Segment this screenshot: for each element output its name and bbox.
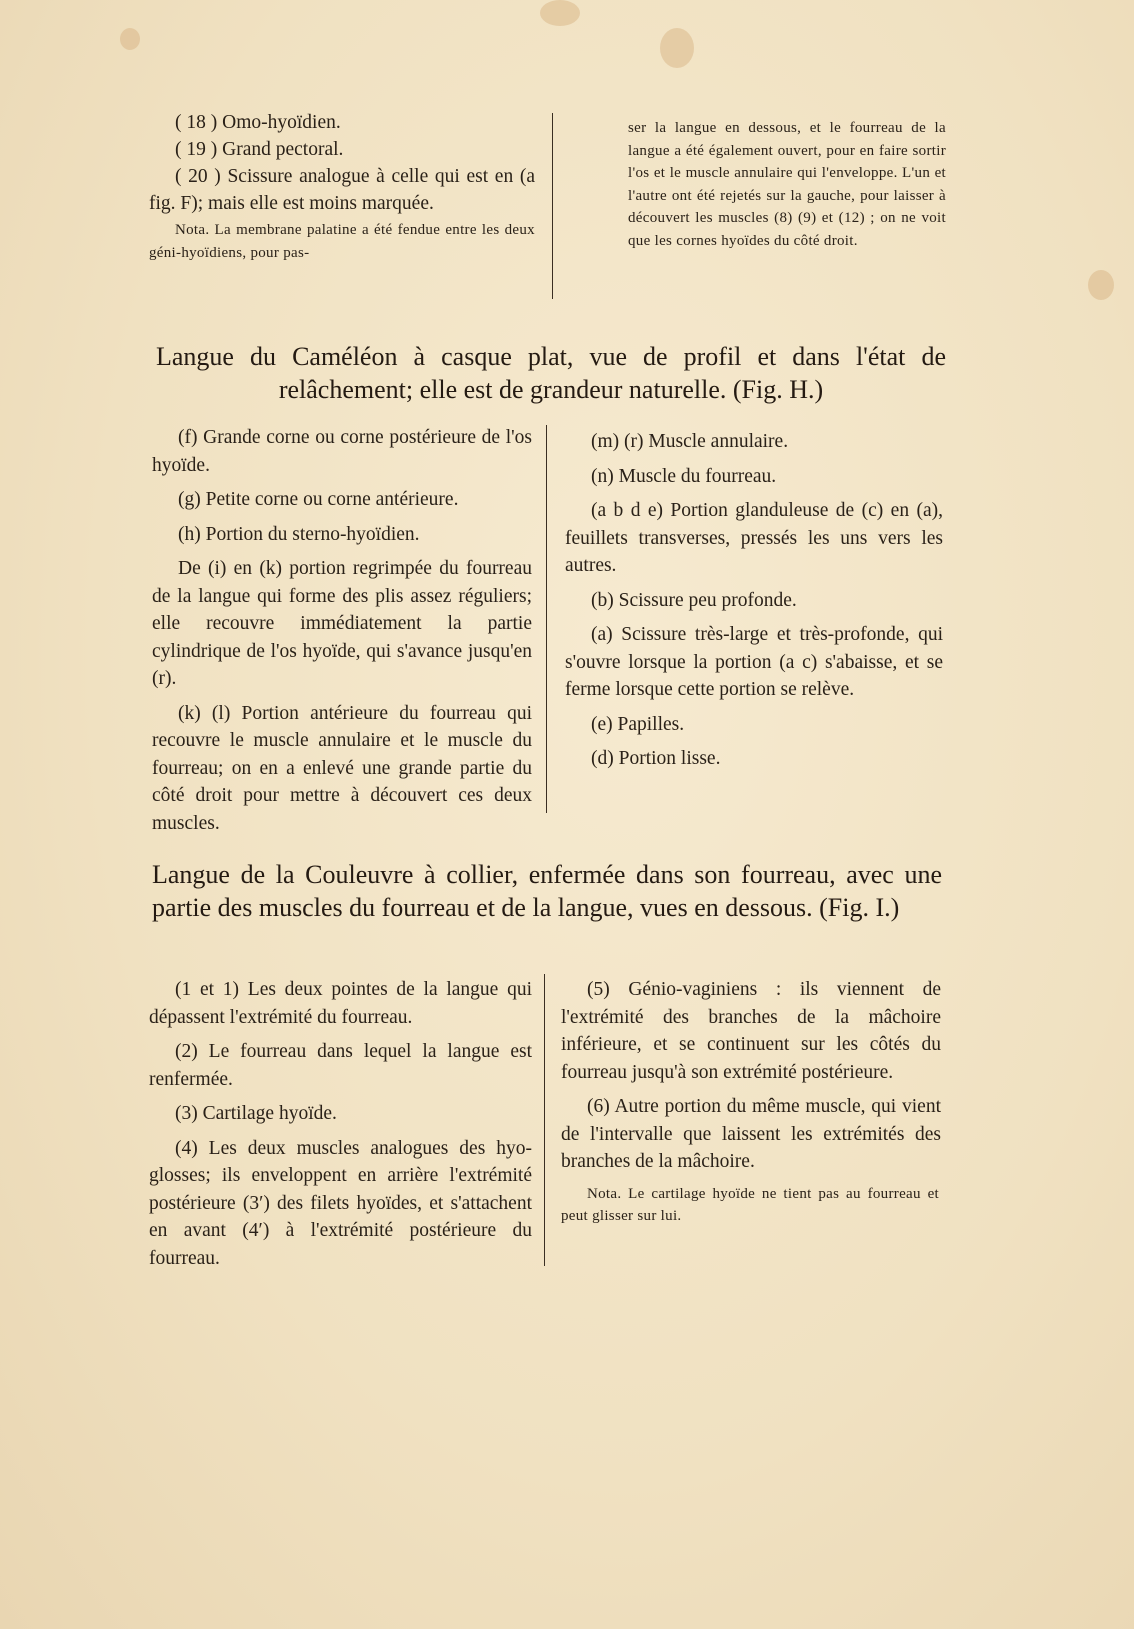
section-h-right-column — [565, 428, 943, 773]
section-i-left-column — [149, 976, 532, 1272]
top-right-column — [628, 117, 946, 252]
i-entry-1: (1 et 1) Les deux pointes de la langue qui dépassent l'extrémité du fourreau. — [149, 979, 532, 1028]
i-entry-5: (5) Génio-vaginiens : ils viennent de l'extrémité des branches de la mâchoire inférieure, et se continuent sur les côtés du fourreau jusqu'à son extrémité postérieure. — [561, 979, 941, 1083]
i-entry-4: (4) Les deux muscles analogues des hyo-glosses; ils enveloppent en arrière l'extrémité postérieure (3′) des filets hyoïdes, et s'attachent en avant (4′) à l'extrémité postérieure du fourreau. — [149, 1137, 532, 1269]
h-entry-abde: (a b d e) Portion glanduleuse de (c) en (a), feuillets transverses, pressés les uns vers les autres. — [565, 500, 943, 576]
section-i-title: Langue de la Couleuvre à collier, enfermée dans son fourreau, avec une partie des muscles du fourreau et de la langue, vues en dessous. (Fig. I.) — [152, 860, 942, 922]
top-left-column — [149, 109, 535, 264]
column-divider — [552, 113, 553, 299]
h-entry-d: (d) Portion lisse. — [591, 748, 721, 769]
h-entry-m-r: (m) (r) Muscle annulaire. — [591, 431, 789, 452]
i-entry-3: (3) Cartilage hyoïde. — [175, 1103, 337, 1124]
h-entry-k-l: (k) (l) Portion antérieure du fourreau qui recouvre le muscle annulaire et le muscle du fourreau; on en a enlevé une grande partie du côté droit pour mettre à découvert ces deux muscles. — [152, 702, 532, 834]
paper-stain — [1088, 270, 1114, 300]
paper-stain — [120, 28, 140, 50]
i-entry-6: (6) Autre portion du même muscle, qui vient de l'intervalle que laissent les extrémités des branches de la mâchoire. — [561, 1096, 941, 1172]
column-divider — [546, 425, 547, 813]
h-entry-f: (f) Grande corne ou corne postérieure de l'os hyoïde. — [152, 427, 532, 476]
paper-stain — [660, 28, 694, 68]
nota-continuation: ser la langue en dessous, et le fourreau de la langue a été également ouvert, pour en faire sortir l'os et le muscle annulaire qui l'enveloppe. L'un et l'autre ont été rejetés sur la gauche, pour laisser à découvert les muscles (8) (9) et (12) ; on ne voit que les cornes hyoïdes du côté droit. — [628, 120, 946, 249]
h-entry-n: (n) Muscle du fourreau. — [591, 465, 777, 487]
h-entry-e: (e) Papilles. — [591, 713, 685, 735]
entry-20: ( 20 ) Scissure analogue à celle qui est en (a fig. F); mais elle est moins marquée. — [149, 166, 535, 214]
h-entry-i-k: De (i) en (k) portion regrimpée du fourreau de la langue qui forme des plis assez réguliers; elle recouvre immédiatement la partie cylindrique de l'os hyoïde, qui s'avance jusqu'en (r). — [152, 558, 532, 689]
nota-cartilage: Nota. Le cartilage hyoïde ne tient pas au fourreau et peut glisser sur lui. — [561, 1185, 939, 1224]
i-entry-2: (2) Le fourreau dans lequel la langue est renfermée. — [149, 1041, 532, 1090]
h-entry-b: (b) Scissure peu profonde. — [591, 589, 797, 611]
section-i-right-column — [561, 976, 941, 1228]
column-divider — [544, 974, 545, 1266]
entry-18: ( 18 ) Omo-hyoïdien. — [175, 112, 341, 133]
nota-palatine: Nota. La membrane palatine a été fendue entre les deux géni-hyoïdiens, pour pas- — [149, 222, 535, 261]
section-h-left-column — [152, 424, 532, 837]
h-entry-g: (g) Petite corne ou corne antérieure. — [178, 489, 459, 510]
h-entry-a: (a) Scissure très-large et très-profonde, qui s'ouvre lorsque la portion (a c) s'abaisse, et se ferme lorsque cette portion se relève. — [565, 624, 943, 700]
h-entry-h: (h) Portion du sterno-hyoïdien. — [178, 523, 420, 545]
entry-19: ( 19 ) Grand pectoral. — [175, 139, 344, 160]
section-h-title: Langue du Caméléon à casque plat, vue de profil et dans l'état de relâchement; elle est de grandeur naturelle. (Fig. H.) — [156, 342, 946, 404]
paper-stain — [540, 0, 580, 26]
